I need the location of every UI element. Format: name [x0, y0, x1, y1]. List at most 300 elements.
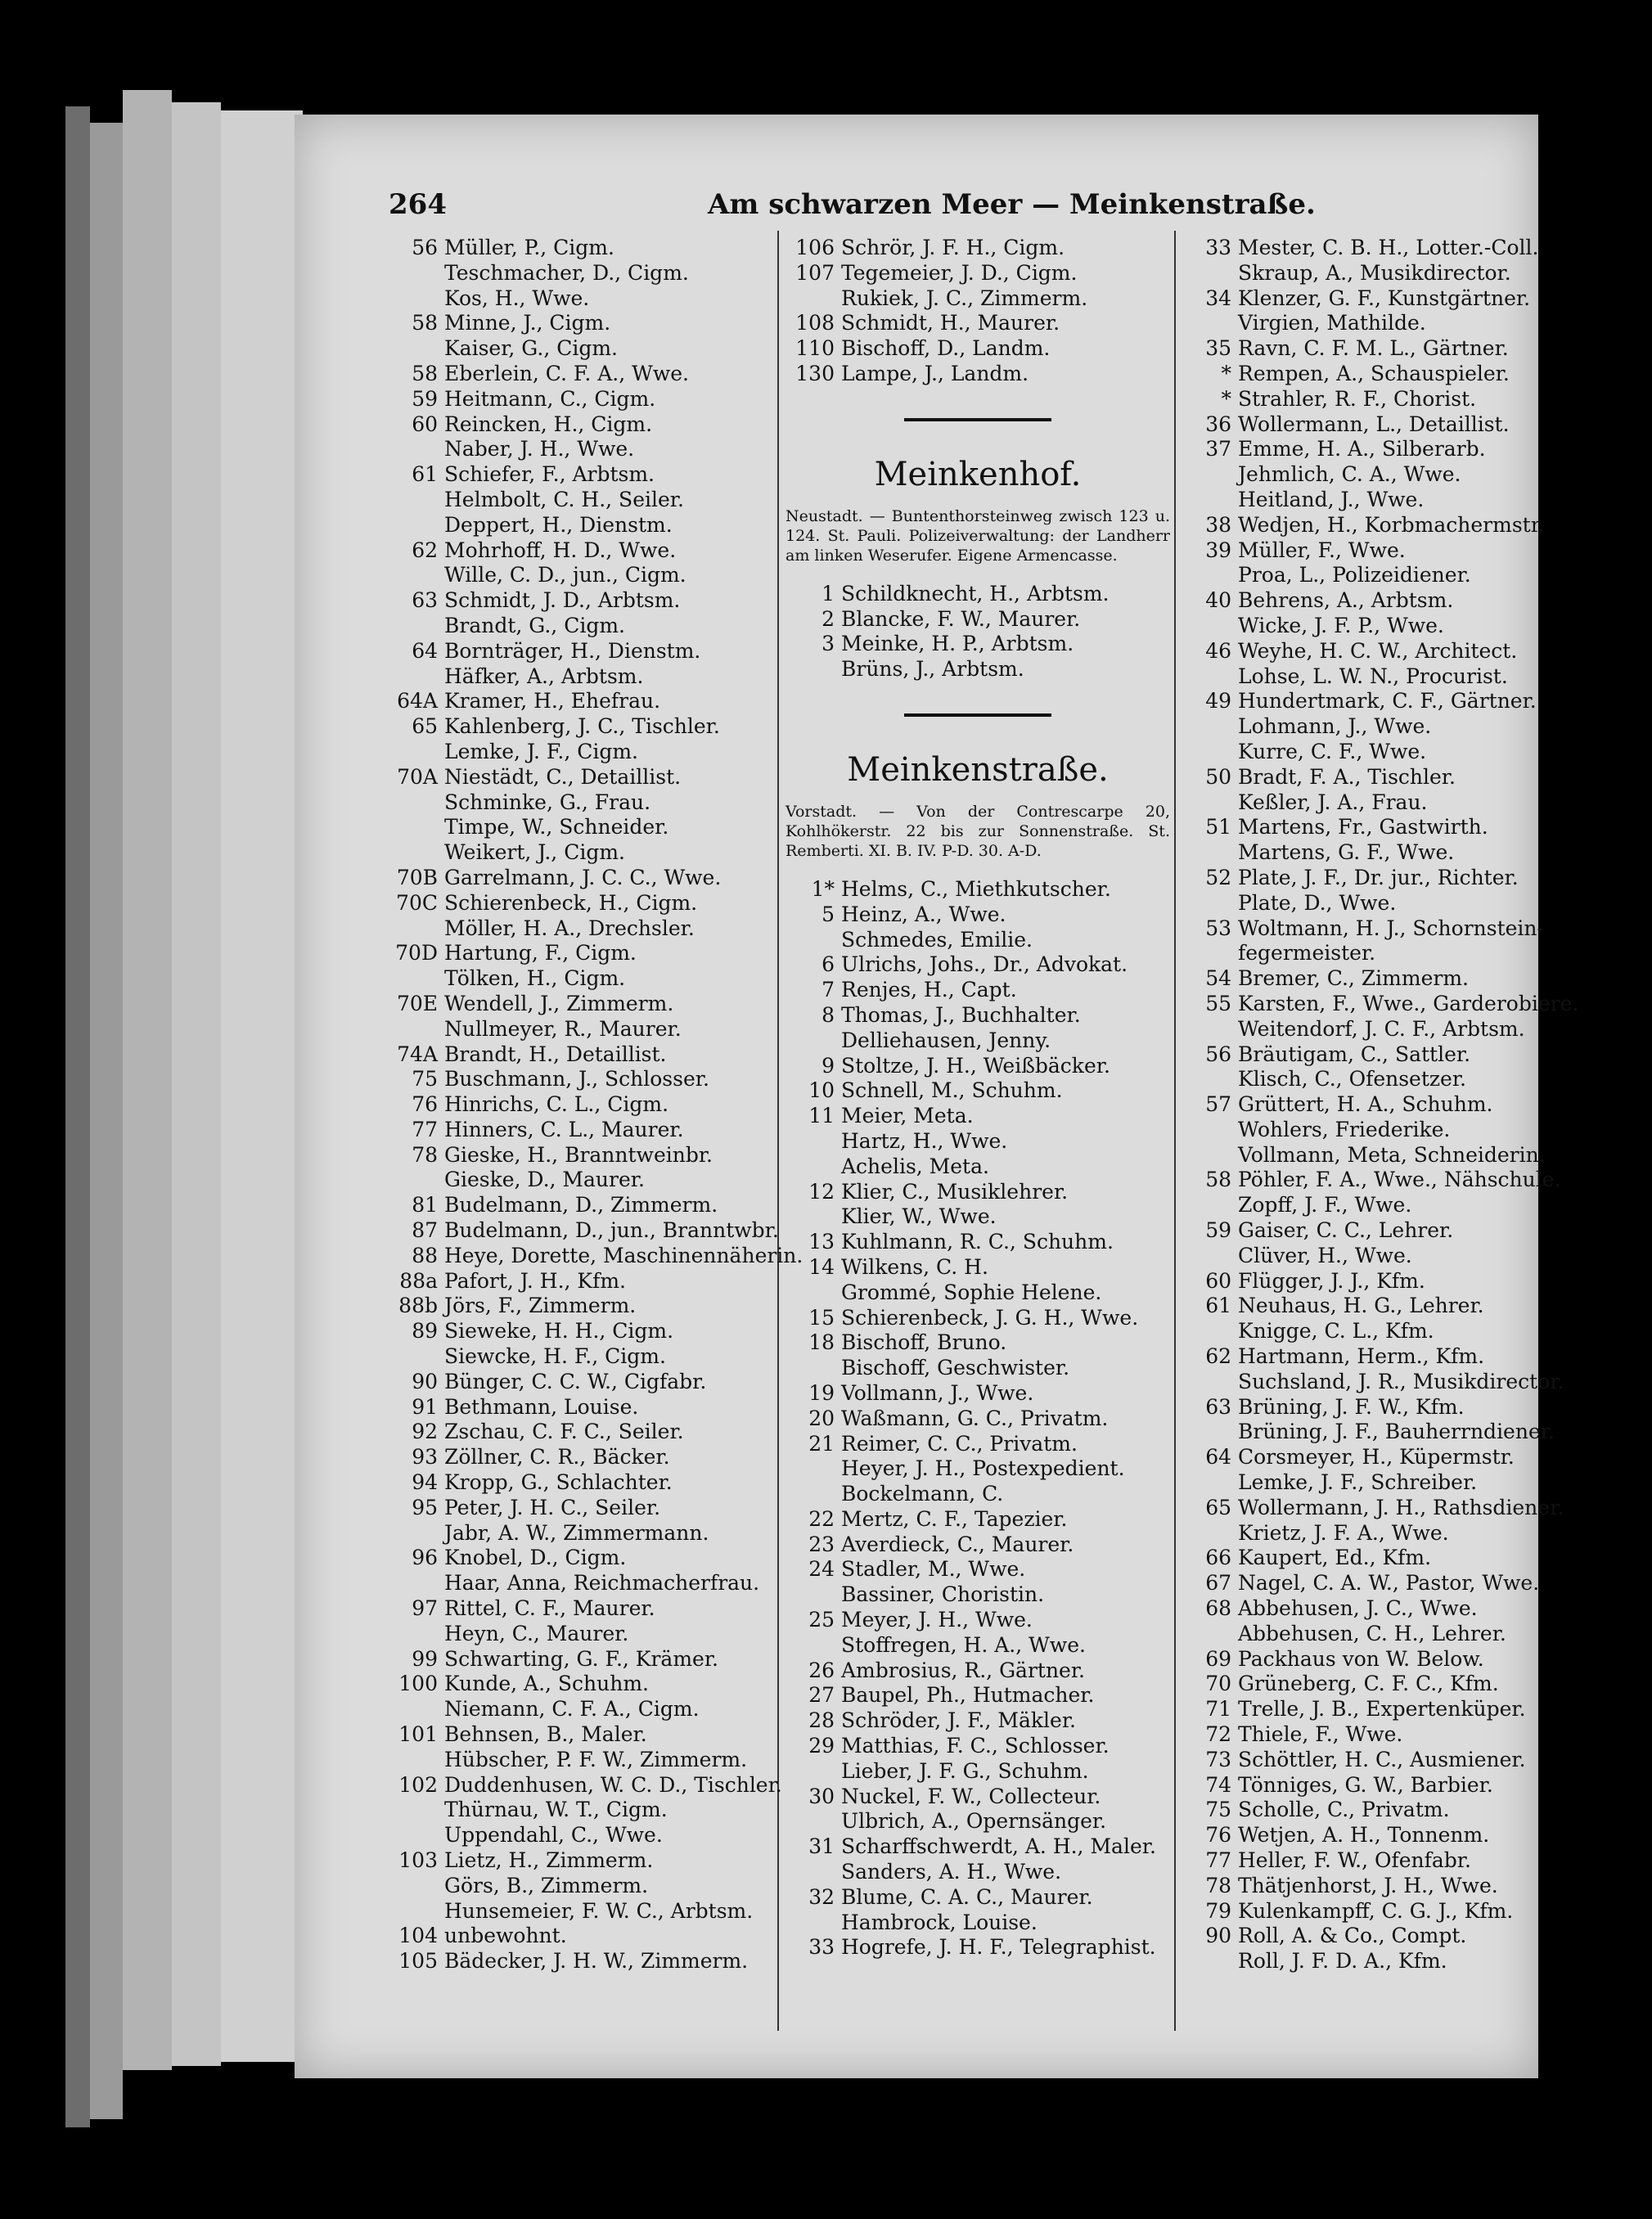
directory-entry [389, 714, 773, 740]
section-title-meinkenstrasse: Meinkenstraße. [847, 750, 1109, 789]
house-number: 101 [398, 1722, 438, 1747]
resident-entry: Naber, J. H., Wwe. [444, 437, 635, 461]
directory-entry [1182, 563, 1534, 588]
house-number: 31 [808, 1834, 835, 1859]
resident-entry: Hübscher, P. F. W., Zimmerm. [444, 1747, 748, 1771]
directory-entry [1182, 412, 1534, 438]
house-number: 14 [808, 1254, 835, 1279]
resident-entry: Trelle, J. B., Expertenküper. [1238, 1697, 1526, 1722]
house-number: 30 [808, 1784, 835, 1808]
resident-entry: Helms, C., Miethkutscher. [841, 876, 1111, 901]
directory-entry [389, 513, 773, 538]
directory-entry [785, 657, 1170, 682]
resident-entry: Sanders, A. H., Wwe. [841, 1860, 1062, 1884]
house-number: 105 [398, 1949, 438, 1974]
directory-entry [785, 1482, 1170, 1507]
directory-entry [785, 607, 1170, 632]
directory-entry [1182, 1899, 1534, 1924]
house-number: 59 [412, 386, 438, 411]
resident-entry: Tegemeier, J. D., Cigm. [841, 260, 1078, 285]
directory-entry [1182, 1722, 1534, 1748]
resident-entry: Rukiek, J. C., Zimmerm. [841, 286, 1088, 310]
directory-entry [785, 928, 1170, 953]
directory-entry [389, 1445, 773, 1470]
house-number: 39 [1205, 538, 1231, 562]
directory-entry [389, 1949, 773, 1974]
directory-entry [785, 1785, 1170, 1810]
house-number: 67 [1205, 1571, 1231, 1596]
house-number: 28 [808, 1708, 835, 1733]
directory-entry [389, 1848, 773, 1874]
house-number: 72 [1205, 1722, 1231, 1747]
directory-entry [1182, 1823, 1534, 1848]
resident-entry: Stadler, M., Wwe. [841, 1557, 1026, 1582]
house-number: 70C [396, 890, 438, 915]
resident-entry: Kaupert, Ed., Kfm. [1238, 1546, 1432, 1570]
resident-entry: Hartz, H., Wwe. [841, 1128, 1008, 1153]
house-number: 64 [412, 638, 438, 663]
house-number: 100 [398, 1672, 438, 1696]
house-number: 19 [808, 1380, 835, 1405]
house-number: 76 [412, 1092, 438, 1117]
directory-entry [389, 1748, 773, 1773]
resident-entry: Bockelmann, C. [841, 1482, 1004, 1506]
resident-entry: Virgien, Mathilde. [1238, 311, 1426, 335]
directory-entry [785, 1054, 1170, 1079]
directory-entry [1182, 236, 1539, 261]
directory-entry [785, 1608, 1170, 1633]
house-number: 76 [1205, 1823, 1231, 1848]
resident-entry: Knobel, D., Cigm. [444, 1546, 627, 1570]
resident-entry: Martens, G. F., Wwe. [1238, 840, 1455, 865]
resident-entry: Uppendahl, C., Wwe. [444, 1823, 663, 1848]
house-number: 94 [412, 1470, 438, 1495]
directory-entry [785, 582, 1170, 607]
house-number: 96 [412, 1546, 438, 1570]
resident-entry: Heller, F. W., Ofenfabr. [1238, 1848, 1471, 1872]
resident-entry: Schmidt, J. D., Arbtsm. [444, 588, 681, 613]
directory-entry [1182, 866, 1534, 891]
house-number: 74 [1205, 1772, 1231, 1797]
resident-entry: Hunsemeier, F. W. C., Arbtsm. [444, 1898, 754, 1923]
resident-entry: Heye, Dorette, Maschinennäherin. [444, 1243, 803, 1267]
resident-entry: Klisch, C., Ofensetzer. [1238, 1067, 1467, 1091]
directory-entry [389, 765, 773, 790]
resident-entry: Buschmann, J., Schlosser. [444, 1067, 709, 1091]
resident-entry: Lohse, L. W. N., Procurist. [1238, 664, 1508, 688]
house-number: 103 [398, 1848, 438, 1872]
resident-entry: Schöttler, H. C., Ausmiener. [1238, 1747, 1526, 1771]
resident-entry: Schmidt, H., Maurer. [841, 311, 1060, 335]
resident-entry: Haar, Anna, Reichmacherfrau. [444, 1571, 760, 1596]
resident-entry: Timpe, W., Schneider. [444, 815, 669, 839]
resident-entry: Helmbolt, C. H., Seiler. [444, 487, 684, 511]
resident-entry: Thätjenhorst, J. H., Wwe. [1238, 1873, 1498, 1897]
house-number: 75 [412, 1067, 438, 1091]
house-number: 60 [1205, 1268, 1231, 1293]
directory-entry [785, 877, 1170, 902]
directory-entry [389, 336, 773, 362]
house-number: 10 [808, 1078, 835, 1103]
resident-entry: Hundertmark, C. F., Gärtner. [1238, 689, 1537, 713]
house-number: 78 [412, 1142, 438, 1167]
directory-entry [1182, 1596, 1534, 1622]
directory-entry [1182, 1924, 1534, 1949]
resident-entry: Woltmann, H. J., Schornstein- [1238, 916, 1544, 940]
resident-entry: Klier, C., Musiklehrer. [841, 1179, 1069, 1204]
directory-entry [785, 1104, 1170, 1129]
directory-entry [1182, 1647, 1534, 1672]
house-number: 89 [412, 1319, 438, 1344]
resident-entry: Clüver, H., Wwe. [1238, 1243, 1412, 1267]
resident-entry: Deppert, H., Dienstm. [444, 512, 673, 537]
resident-entry: Häfker, A., Arbtsm. [444, 664, 644, 688]
directory-entry [389, 1697, 773, 1722]
directory-entry [785, 952, 1170, 978]
directory-entry [1182, 1369, 1564, 1395]
directory-entry [1182, 1017, 1534, 1042]
directory-entry [389, 1017, 773, 1042]
house-number: 62 [412, 538, 438, 562]
directory-entry [1182, 1622, 1534, 1647]
house-number: 70E [396, 991, 438, 1015]
directory-entry [389, 286, 773, 312]
house-number: 71 [1205, 1697, 1231, 1722]
directory-entry [785, 632, 1170, 657]
directory-entry [389, 689, 773, 714]
house-number: 91 [412, 1394, 438, 1419]
resident-entry: Vollmann, J., Wwe. [841, 1380, 1034, 1405]
house-number: 78 [1205, 1873, 1231, 1897]
directory-entry [1182, 437, 1534, 462]
book-edge [65, 106, 90, 2127]
house-number: 88b [398, 1294, 438, 1318]
resident-entry: Baupel, Ph., Hutmacher. [841, 1683, 1095, 1708]
resident-entry: Wendell, J., Zimmerm. [444, 991, 674, 1015]
directory-entry [785, 236, 1170, 261]
directory-entry [785, 1885, 1170, 1911]
resident-entry: Roll, J. F. D. A., Kfm. [1238, 1949, 1447, 1974]
resident-entry: Heinz, A., Wwe. [841, 902, 1006, 926]
house-number: 11 [808, 1104, 835, 1128]
resident-entry: Bischoff, Bruno. [841, 1330, 1007, 1355]
house-number: 3 [821, 632, 835, 656]
directory-entry [389, 563, 773, 588]
resident-entry: Delliehausen, Jenny. [841, 1028, 1051, 1052]
directory-entry [785, 1204, 1170, 1230]
resident-entry: Heitland, J., Wwe. [1238, 487, 1425, 511]
resident-entry: Renjes, H., Capt. [841, 978, 1017, 1002]
directory-entry [389, 740, 773, 765]
page-number: 264 [389, 188, 447, 221]
directory-entry [785, 362, 1170, 387]
resident-entry: Schröder, J. F., Mäkler. [841, 1708, 1076, 1733]
directory-entry [389, 588, 773, 614]
house-number: 5 [821, 902, 835, 926]
directory-entry [389, 538, 773, 564]
resident-entry: Hinrichs, C. L., Cigm. [444, 1092, 669, 1117]
house-number: 95 [412, 1495, 438, 1519]
resident-entry: Bethmann, Louise. [444, 1394, 639, 1419]
resident-entry: Heitmann, C., Cigm. [444, 386, 656, 411]
house-number: 59 [1205, 1218, 1231, 1243]
directory-entry [389, 1344, 773, 1370]
directory-entry [785, 1809, 1170, 1834]
directory-entry [389, 1924, 773, 1949]
resident-entry: Bädecker, J. H. W., Zimmerm. [444, 1949, 749, 1974]
house-number: 58 [412, 311, 438, 335]
directory-entry [785, 1407, 1170, 1432]
house-number: 108 [795, 311, 835, 335]
resident-entry: Packhaus von W. Below. [1238, 1646, 1484, 1671]
directory-entry [389, 1294, 773, 1319]
directory-entry [1182, 1697, 1534, 1722]
directory-entry [389, 311, 773, 336]
resident-entry: Hambrock, Louise. [841, 1910, 1038, 1934]
directory-entry [389, 992, 773, 1017]
directory-entry [1182, 1495, 1564, 1521]
house-number: * [1221, 361, 1231, 385]
directory-entry [1182, 891, 1534, 916]
directory-entry [1182, 740, 1534, 765]
directory-entry [785, 311, 1170, 336]
house-number: 64A [397, 689, 438, 713]
directory-entry [389, 1496, 773, 1521]
resident-entry: Schwarting, G. F., Krämer. [444, 1646, 718, 1671]
directory-entry [389, 362, 773, 387]
directory-entry [785, 261, 1170, 286]
resident-entry: Brandt, G., Cigm. [444, 613, 625, 637]
house-number: 38 [1205, 512, 1231, 537]
resident-entry: Schierenbeck, J. G. H., Wwe. [841, 1305, 1139, 1330]
directory-entry [785, 1003, 1170, 1028]
directory-entry [389, 1596, 773, 1622]
directory-entry [1182, 966, 1534, 992]
resident-entry: Scharffschwerdt, A. H., Maler. [841, 1834, 1156, 1859]
meinkenhof-entries [785, 582, 1170, 682]
house-number: 56 [1205, 1042, 1231, 1066]
resident-entry: Kos, H., Wwe. [444, 286, 590, 310]
directory-entry [389, 488, 773, 513]
resident-entry: Ravn, C. F. M. L., Gärtner. [1238, 336, 1509, 361]
directory-entry [389, 1168, 773, 1193]
resident-entry: Meinke, H. P., Arbtsm. [841, 632, 1074, 656]
resident-entry: Schnell, M., Schuhm. [841, 1078, 1063, 1103]
directory-entry [1182, 588, 1534, 614]
resident-entry: Zschau, C. F. C., Seiler. [444, 1420, 684, 1444]
resident-entry: Wollermann, L., Detaillist. [1238, 412, 1510, 436]
directory-entry [389, 815, 773, 840]
directory-entry [1182, 488, 1534, 513]
house-number: 81 [412, 1193, 438, 1218]
resident-entry: Wohlers, Friederike. [1238, 1117, 1451, 1141]
section-rule [904, 418, 1051, 421]
resident-entry: Klier, W., Wwe. [841, 1204, 997, 1229]
resident-entry: Wille, C. D., jun., Cigm. [444, 563, 686, 587]
running-title: Am schwarzen Meer — Meinkenstraße. [708, 188, 1316, 221]
resident-entry: Hinners, C. L., Maurer. [444, 1117, 684, 1141]
house-number: 1 [821, 581, 835, 605]
directory-entry [785, 1180, 1170, 1205]
resident-entry: Budelmann, D., jun., Branntwbr. [444, 1218, 779, 1243]
directory-entry [389, 941, 773, 966]
resident-entry: Niemann, C. F. A., Cigm. [444, 1697, 700, 1722]
directory-entry [389, 1798, 773, 1823]
resident-entry: Grüneberg, C. F. C., Kfm. [1238, 1672, 1499, 1696]
resident-entry: Reincken, H., Cigm. [444, 412, 653, 436]
house-number: 110 [795, 336, 835, 361]
resident-entry: Weikert, J., Cigm. [444, 840, 625, 865]
house-number: 18 [808, 1330, 835, 1355]
directory-entry [389, 387, 773, 412]
resident-entry: Strahler, R. F., Chorist. [1238, 386, 1477, 411]
house-number: 35 [1205, 336, 1231, 361]
directory-entry [785, 286, 1170, 312]
house-number: 36 [1205, 412, 1231, 436]
directory-entry [785, 1734, 1170, 1759]
directory-entry [785, 1557, 1170, 1582]
directory-entry [389, 1874, 773, 1899]
directory-entry [1182, 1142, 1546, 1168]
directory-entry [1182, 1773, 1534, 1798]
meinkenstrasse-entries [785, 877, 1170, 1960]
resident-entry: Brüning, J. F., Bauherrndiener. [1238, 1420, 1555, 1444]
house-number: 54 [1205, 966, 1231, 991]
resident-entry: Schrör, J. F. H., Cigm. [841, 236, 1065, 259]
directory-entry [389, 614, 773, 639]
book-edge [172, 102, 221, 2066]
directory-entry [1182, 1546, 1534, 1571]
directory-entry [389, 1067, 773, 1092]
house-number: 65 [412, 714, 438, 739]
directory-entry [785, 1330, 1170, 1356]
house-number: 26 [808, 1658, 835, 1682]
resident-entry: Weyhe, H. C. W., Architect. [1238, 638, 1518, 663]
house-number: 88a [399, 1268, 438, 1293]
house-number: 52 [1205, 865, 1231, 889]
directory-entry [1182, 1445, 1534, 1470]
house-number: 63 [1205, 1394, 1231, 1419]
directory-entry [1182, 1395, 1534, 1420]
directory-entry [1182, 1218, 1534, 1244]
column-2 [785, 236, 1170, 1960]
directory-entry [785, 1155, 1170, 1180]
resident-entry: Krietz, J. F. A., Wwe. [1238, 1520, 1449, 1545]
resident-entry: Nuckel, F. W., Collecteur. [841, 1784, 1101, 1808]
resident-entry: Bradt, F. A., Tischler. [1238, 764, 1456, 789]
resident-entry: Schierenbeck, H., Cigm. [444, 890, 698, 915]
directory-entry [389, 1395, 773, 1420]
resident-entry: Averdieck, C., Maurer. [841, 1532, 1074, 1556]
resident-entry: Garrelmann, J. C. C., Wwe. [444, 865, 722, 889]
resident-entry: Thiele, F., Wwe. [1238, 1722, 1403, 1747]
directory-entry [1182, 1244, 1534, 1269]
directory-entry [389, 1143, 773, 1168]
directory-entry [1182, 664, 1534, 690]
house-number: 55 [1205, 991, 1231, 1015]
resident-entry: Brandt, H., Detaillist. [444, 1042, 667, 1066]
resident-entry: Keßler, J. A., Frau. [1238, 790, 1428, 814]
directory-entry [389, 261, 773, 286]
directory-entry [1182, 1420, 1555, 1445]
directory-entry [389, 1243, 803, 1269]
directory-entry [1182, 512, 1545, 538]
resident-entry: Behnsen, B., Maler. [444, 1722, 647, 1747]
directory-entry [785, 1708, 1170, 1734]
directory-entry [389, 236, 773, 261]
directory-entry [785, 1028, 1170, 1054]
resident-entry: Wetjen, A. H., Tonnenm. [1238, 1823, 1490, 1848]
resident-entry: Lemke, J. F., Schreiber. [1238, 1470, 1478, 1495]
resident-entry: Brüning, J. F. W., Kfm. [1238, 1394, 1465, 1419]
directory-entry [389, 639, 773, 664]
house-number: 93 [412, 1445, 438, 1470]
directory-entry [1182, 1319, 1534, 1344]
resident-entry: Knigge, C. L., Kfm. [1238, 1319, 1434, 1344]
house-number: 8 [821, 1002, 835, 1027]
resident-entry: Teschmacher, D., Cigm. [444, 260, 689, 285]
resident-entry: Hogrefe, J. H. F., Telegraphist. [841, 1935, 1156, 1960]
resident-entry: Bremer, C., Zimmerm. [1238, 966, 1469, 991]
resident-entry: Scholle, C., Privatm. [1238, 1798, 1450, 1822]
directory-entry [785, 1683, 1170, 1708]
directory-entry [389, 1420, 773, 1445]
resident-entry: Bräutigam, C., Sattler. [1238, 1042, 1471, 1066]
house-number: 75 [1205, 1798, 1231, 1822]
directory-entry [389, 1647, 773, 1672]
resident-entry: Kahlenberg, J. C., Tischler. [444, 714, 720, 739]
resident-entry: Tölken, H., Cigm. [444, 966, 626, 991]
directory-entry [389, 1722, 773, 1748]
column-divider [1174, 231, 1176, 2031]
house-number: 88 [412, 1243, 438, 1267]
house-number: 6 [821, 952, 835, 977]
house-number: 87 [412, 1218, 438, 1243]
directory-entry [1182, 1848, 1534, 1874]
directory-entry [1182, 991, 1579, 1017]
resident-entry: Roll, A. & Co., Compt. [1238, 1924, 1467, 1948]
directory-entry [1182, 286, 1534, 312]
house-number: 70D [395, 941, 438, 965]
resident-entry: Gaiser, C. C., Lehrer. [1238, 1218, 1454, 1243]
resident-entry: Bünger, C. C. W., Cigfabr. [444, 1369, 707, 1393]
resident-entry: Kurre, C. F., Wwe. [1238, 739, 1427, 763]
directory-entry [785, 1230, 1170, 1255]
directory-entry [785, 1356, 1170, 1381]
resident-entry: Peter, J. H. C., Seiler. [444, 1495, 661, 1519]
resident-entry: Thomas, J., Buchhalter. [841, 1002, 1081, 1027]
resident-entry: Schmedes, Emilie. [841, 927, 1033, 952]
resident-entry: Minne, J., Cigm. [444, 311, 611, 335]
resident-entry: Brüns, J., Arbtsm. [841, 657, 1024, 682]
directory-entry [785, 1381, 1170, 1407]
resident-entry: Rittel, C. F., Maurer. [444, 1596, 655, 1621]
directory-entry [1182, 1798, 1534, 1823]
resident-entry: Jehmlich, C. A., Wwe. [1238, 462, 1461, 487]
resident-entry: Waßmann, G. C., Privatm. [841, 1406, 1109, 1430]
directory-entry [785, 1759, 1170, 1785]
house-number: 12 [808, 1179, 835, 1204]
directory-entry [389, 1571, 773, 1596]
resident-entry: Sieweke, H. H., Cigm. [444, 1319, 674, 1344]
resident-entry: Abbehusen, J. C., Wwe. [1238, 1596, 1478, 1621]
resident-entry: Mertz, C. F., Tapezier. [841, 1506, 1068, 1531]
resident-entry: Martens, Fr., Gastwirth. [1238, 815, 1488, 839]
directory-entry [785, 1078, 1170, 1104]
resident-entry: Bassiner, Choristin. [841, 1582, 1045, 1607]
directory-entry [785, 336, 1170, 362]
house-number: 107 [795, 260, 835, 285]
